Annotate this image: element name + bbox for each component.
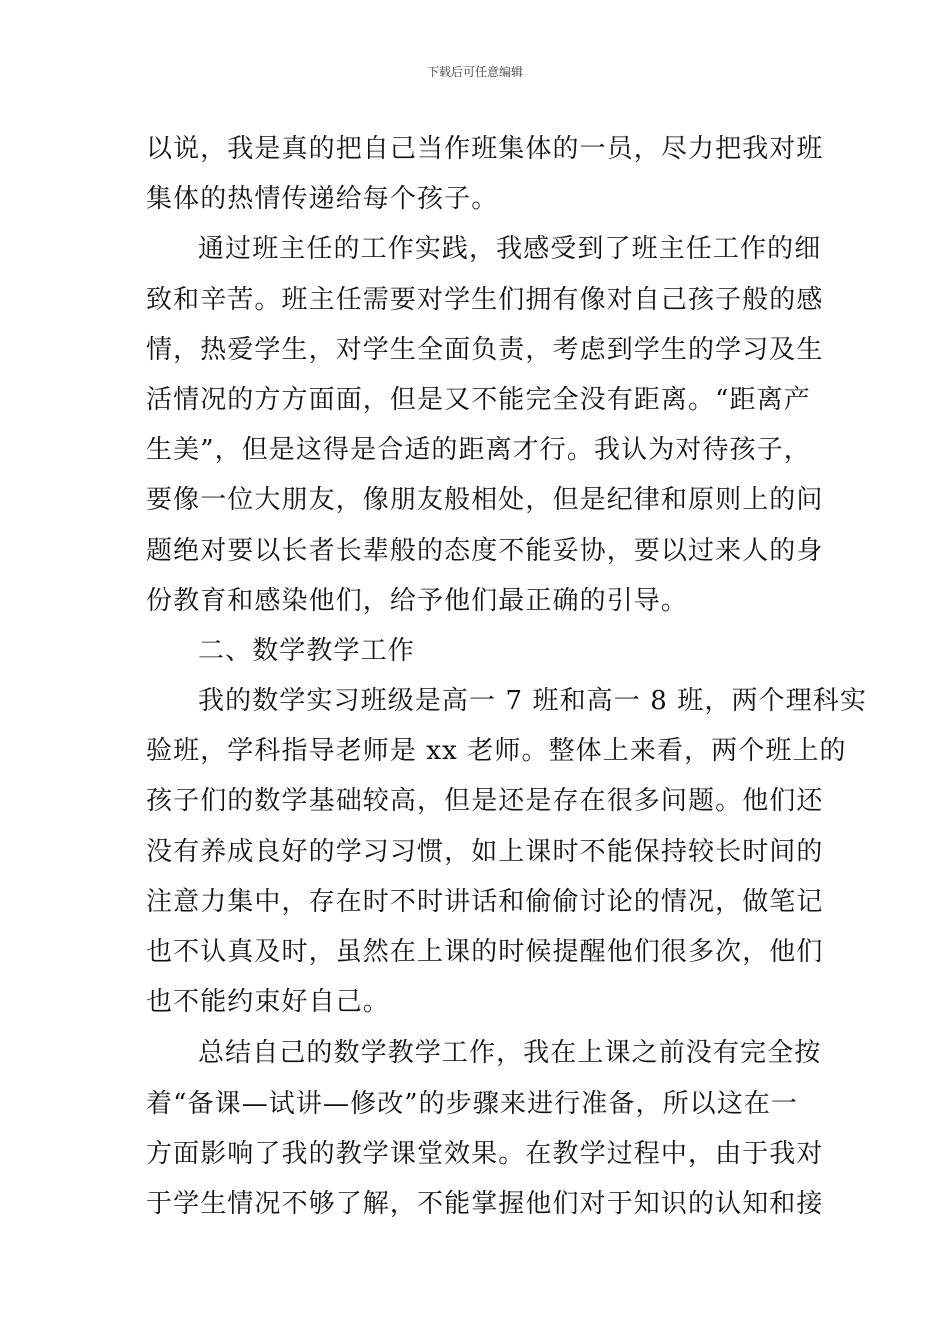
- text-line: 集体的热情传递给每个孩子。: [146, 184, 499, 215]
- text-line: 也不认真及时，虽然在上课的时候提醒他们很多次，他们: [146, 937, 824, 967]
- document-body: [146, 124, 867, 1229]
- text-line: 以说，我是真的把自己当作班集体的一员，尽力把我对班: [146, 134, 824, 164]
- text-line: 致和辛苦。班主任需要对学生们拥有像对自己孩子般的感: [146, 284, 824, 315]
- text-line: 验班，学科指导老师是 xx 老师。整体上来看，两个班上的: [146, 736, 847, 767]
- paragraph-start-line: 通过班主任的工作实践，我感受到了班主任工作的细: [198, 234, 822, 265]
- text-line: 着“备课—试讲—修改”的步骤来进行准备，所以这在一: [146, 1088, 799, 1119]
- section-heading: 二、数学教学工作: [198, 635, 415, 666]
- text-line: 没有养成良好的学习习惯，如上课时不能保持较长时间的: [146, 836, 824, 867]
- text-line: 生美”，但是这得是合适的距离才行。我认为对待孩子，: [146, 435, 811, 466]
- text-line: 题绝对要以长者长辈般的态度不能妥协，要以过来人的身: [146, 535, 824, 566]
- paragraph-start-line: 我的数学实习班级是高一 7 班和高一 8 班，两个理科实: [198, 686, 867, 717]
- text-line: 也不能约束好自己。: [146, 987, 390, 1018]
- text-line: 注意力集中，存在时不时讲话和偷偷讨论的情况，做笔记: [146, 886, 824, 917]
- page-header: 下载后可任意编辑: [426, 65, 523, 79]
- text-line: 于学生情况不够了解，不能掌握他们对于知识的认知和接: [146, 1188, 824, 1219]
- text-line: 方面影响了我的教学课堂效果。在教学过程中，由于我对: [146, 1138, 824, 1169]
- text-line: 份教育和感染他们，给予他们最正确的引导。: [146, 585, 689, 616]
- text-line: 活情况的方方面面，但是又不能完全没有距离。“距离产: [146, 384, 811, 415]
- text-line: 孩子们的数学基础较高，但是还是存在很多问题。他们还: [146, 786, 824, 817]
- text-line: 情，热爱学生，对学生全面负责，考虑到学生的学习及生: [146, 334, 824, 365]
- text-line: 要像一位大朋友，像朋友般相处，但是纪律和原则上的问: [146, 485, 824, 516]
- paragraph-start-line: 总结自己的数学教学工作，我在上课之前没有完全按: [198, 1038, 822, 1069]
